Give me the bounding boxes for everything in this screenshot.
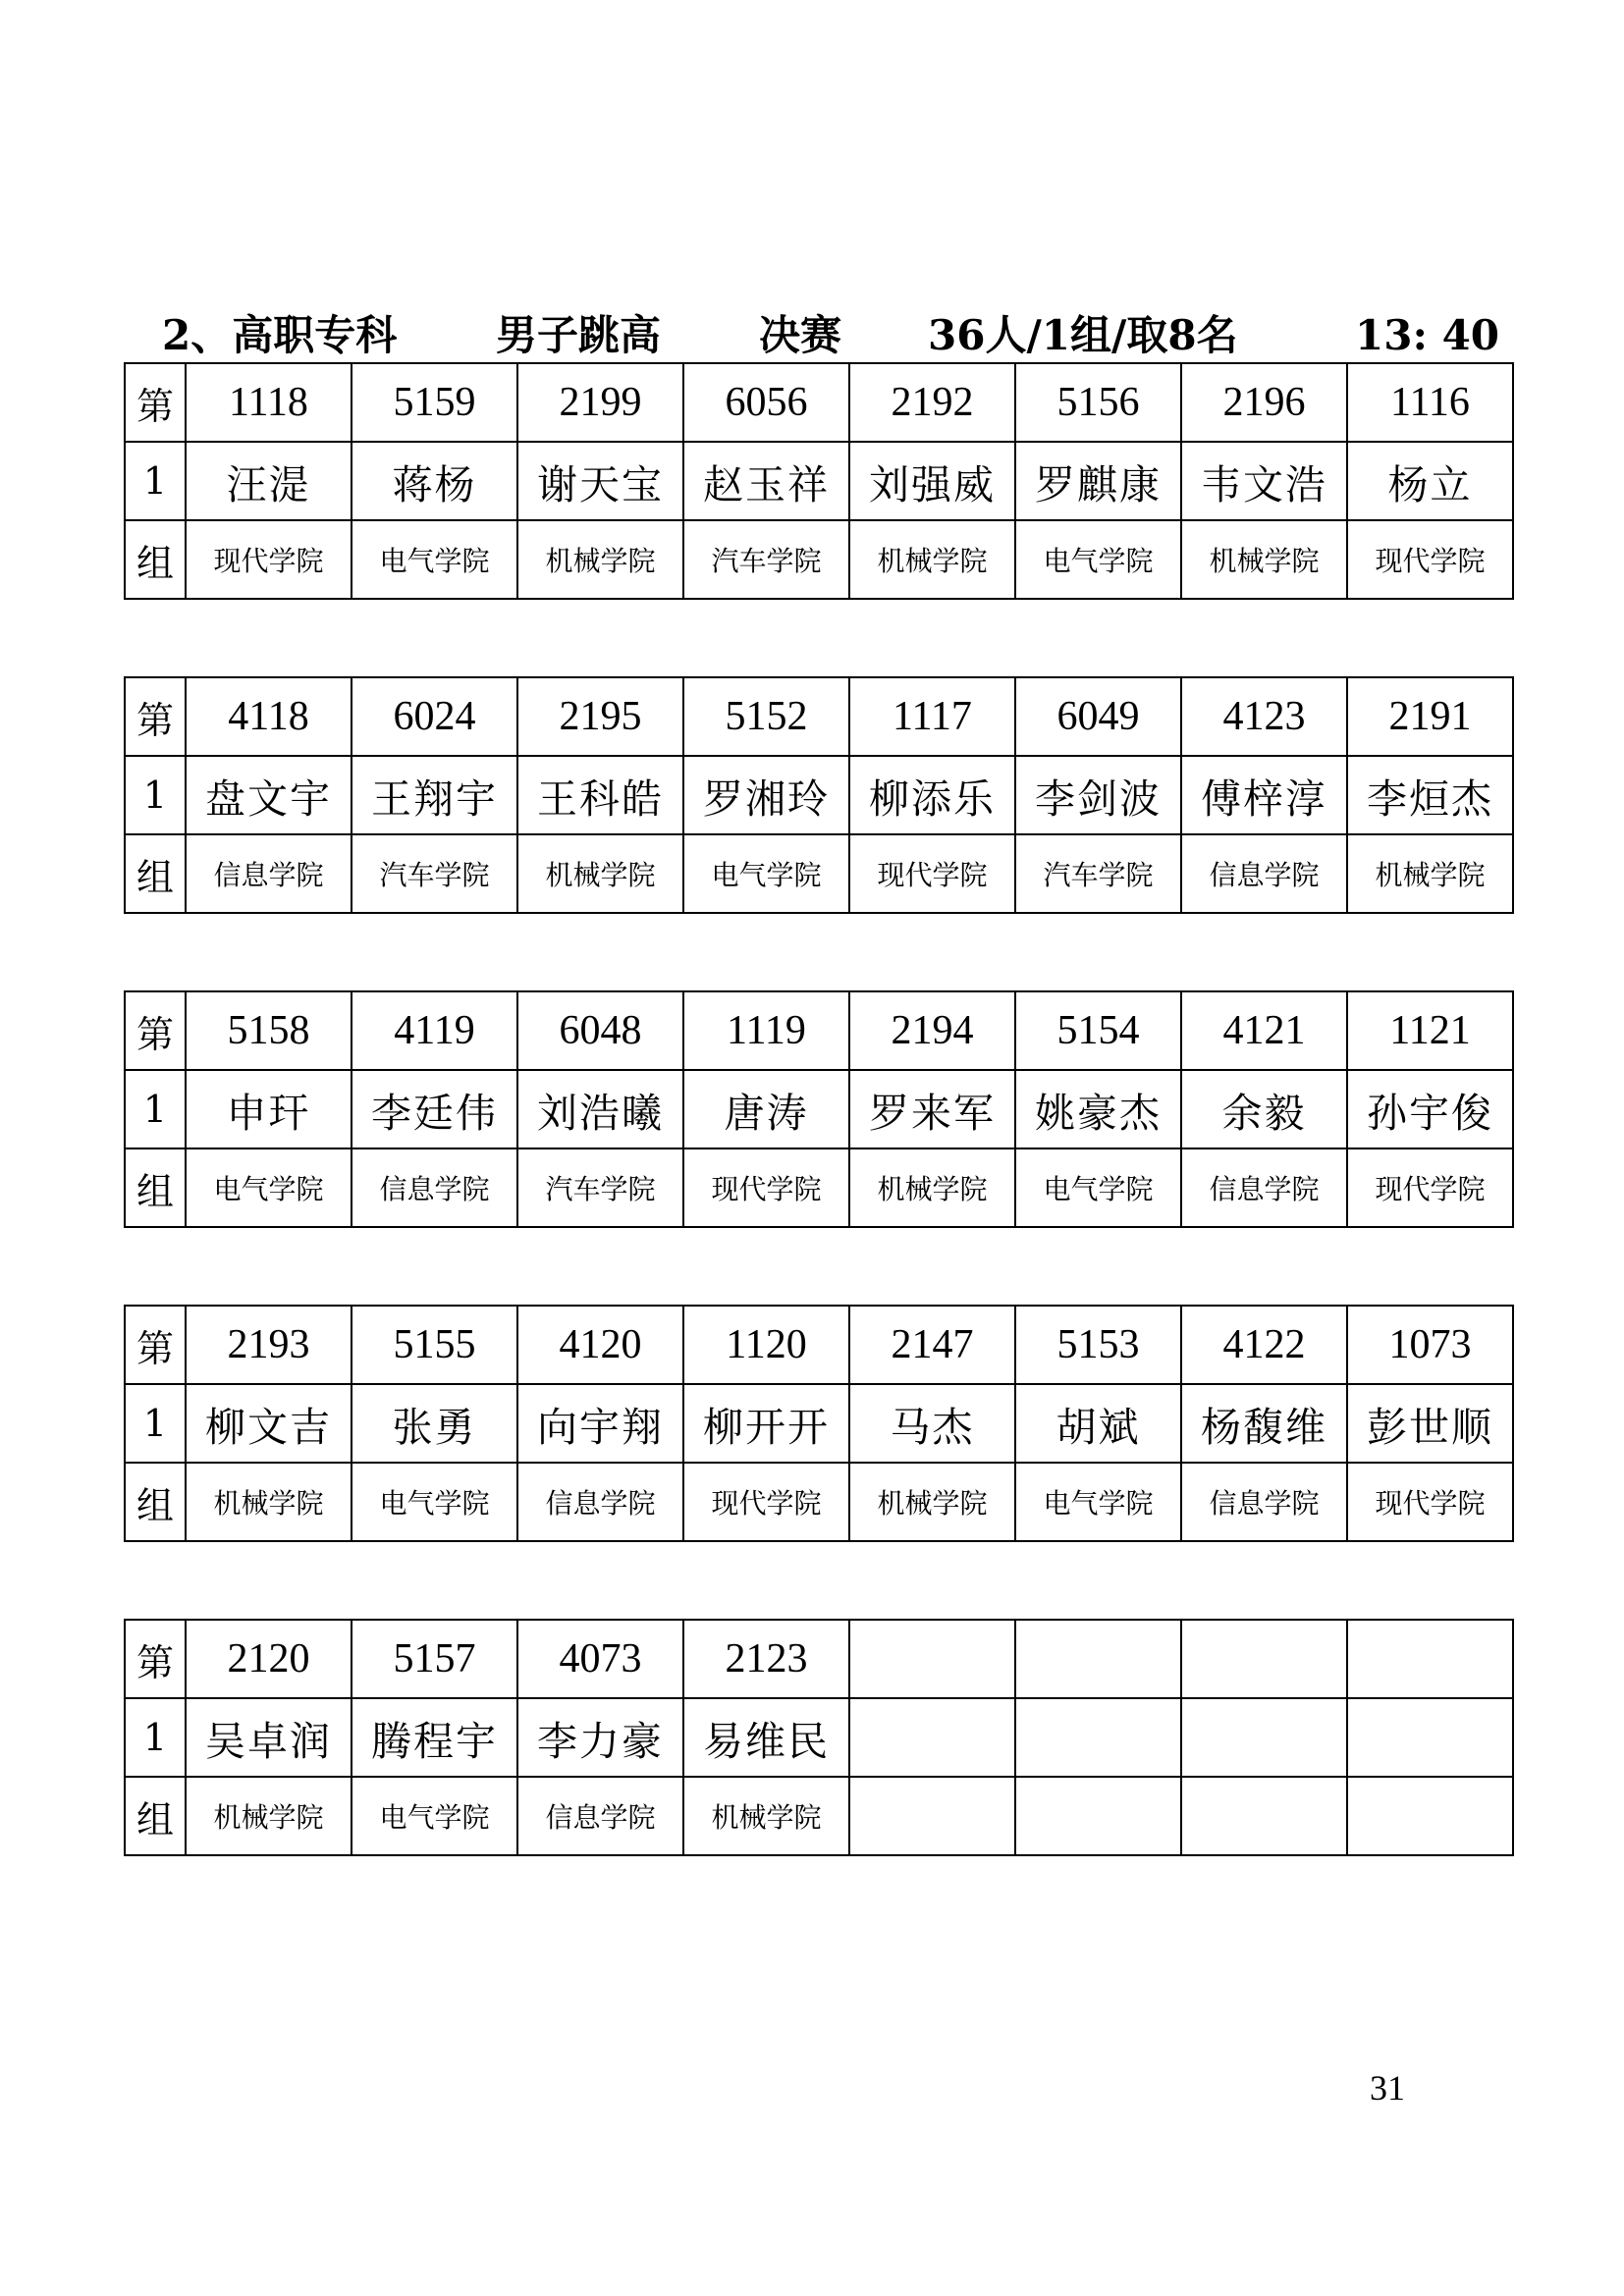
athlete-bib: 5159 <box>352 363 517 442</box>
athlete-bib: 1116 <box>1347 363 1513 442</box>
athlete-college: 电气学院 <box>352 520 517 599</box>
athlete-college: 机械学院 <box>186 1777 352 1855</box>
athlete-college: 电气学院 <box>1015 1148 1181 1227</box>
athlete-name: 罗来军 <box>849 1070 1015 1148</box>
athlete-college: 信息学院 <box>1181 834 1347 913</box>
name-row <box>125 1384 1513 1463</box>
athlete-name: 余毅 <box>1181 1070 1347 1148</box>
empty-cell <box>849 1777 1015 1855</box>
athlete-college: 电气学院 <box>1015 1463 1181 1541</box>
athlete-name: 李廷伟 <box>352 1070 517 1148</box>
athlete-college: 汽车学院 <box>517 1148 683 1227</box>
athlete-bib: 5158 <box>186 991 352 1070</box>
athlete-bib: 1119 <box>683 991 849 1070</box>
athlete-name: 罗麒康 <box>1015 442 1181 520</box>
athlete-bib: 5155 <box>352 1306 517 1384</box>
athlete-bib: 2147 <box>849 1306 1015 1384</box>
group-label-char: 组 <box>125 520 186 599</box>
athlete-bib: 1073 <box>1347 1306 1513 1384</box>
athlete-name: 傅梓淳 <box>1181 756 1347 834</box>
group-label-char: 第 <box>125 1620 186 1698</box>
empty-cell <box>1181 1777 1347 1855</box>
athlete-bib: 5152 <box>683 677 849 756</box>
athlete-name: 姚豪杰 <box>1015 1070 1181 1148</box>
empty-cell <box>849 1698 1015 1777</box>
empty-cell <box>1015 1777 1181 1855</box>
group-label-char: 1 <box>125 1070 186 1148</box>
athlete-name: 韦文浩 <box>1181 442 1347 520</box>
college-row <box>125 1463 1513 1541</box>
group-label-char: 第 <box>125 991 186 1070</box>
athlete-name: 汪湜 <box>186 442 352 520</box>
athlete-name: 胡斌 <box>1015 1384 1181 1463</box>
athlete-bib: 4118 <box>186 677 352 756</box>
athlete-name: 李烜杰 <box>1347 756 1513 834</box>
empty-cell <box>1181 1620 1347 1698</box>
athlete-bib: 4123 <box>1181 677 1347 756</box>
empty-cell <box>1015 1698 1181 1777</box>
athlete-college: 信息学院 <box>186 834 352 913</box>
college-row <box>125 1148 1513 1227</box>
athlete-name: 腾程宇 <box>352 1698 517 1777</box>
athlete-bib: 5153 <box>1015 1306 1181 1384</box>
athlete-college: 电气学院 <box>683 834 849 913</box>
athlete-college: 机械学院 <box>683 1777 849 1855</box>
athlete-bib: 2120 <box>186 1620 352 1698</box>
athlete-name: 唐涛 <box>683 1070 849 1148</box>
bib-row <box>125 363 1513 442</box>
empty-cell <box>1181 1698 1347 1777</box>
group-table <box>124 362 1514 600</box>
athlete-bib: 5157 <box>352 1620 517 1698</box>
athlete-college: 信息学院 <box>517 1777 683 1855</box>
group-table <box>124 990 1514 1228</box>
athlete-college: 机械学院 <box>849 520 1015 599</box>
athlete-name: 杨立 <box>1347 442 1513 520</box>
event-stage: 决赛 <box>759 311 842 359</box>
group-label-char: 1 <box>125 1384 186 1463</box>
group-label-char: 组 <box>125 1148 186 1227</box>
athlete-college: 信息学院 <box>517 1463 683 1541</box>
group-table <box>124 1305 1514 1542</box>
athlete-bib: 6048 <box>517 991 683 1070</box>
group-table <box>124 1619 1514 1856</box>
athlete-name: 刘强威 <box>849 442 1015 520</box>
athlete-name: 申玕 <box>186 1070 352 1148</box>
athlete-name: 杨馥维 <box>1181 1384 1347 1463</box>
empty-cell <box>1347 1620 1513 1698</box>
athlete-college: 机械学院 <box>1181 520 1347 599</box>
group-table <box>124 676 1514 914</box>
empty-cell <box>1347 1777 1513 1855</box>
name-row <box>125 756 1513 834</box>
group-label-char: 1 <box>125 1698 186 1777</box>
empty-cell <box>1015 1620 1181 1698</box>
athlete-name: 马杰 <box>849 1384 1015 1463</box>
group-label-char: 组 <box>125 1777 186 1855</box>
athlete-college: 信息学院 <box>1181 1148 1347 1227</box>
athlete-college: 电气学院 <box>186 1148 352 1227</box>
athlete-name: 易维民 <box>683 1698 849 1777</box>
athlete-name: 刘浩曦 <box>517 1070 683 1148</box>
athlete-bib: 2196 <box>1181 363 1347 442</box>
athlete-college: 信息学院 <box>1181 1463 1347 1541</box>
athlete-college: 汽车学院 <box>683 520 849 599</box>
athlete-bib: 4119 <box>352 991 517 1070</box>
athlete-name: 赵玉祥 <box>683 442 849 520</box>
athlete-college: 机械学院 <box>517 834 683 913</box>
athlete-college: 电气学院 <box>352 1777 517 1855</box>
athlete-name: 谢天宝 <box>517 442 683 520</box>
athlete-bib: 1121 <box>1347 991 1513 1070</box>
athlete-college: 现代学院 <box>1347 1463 1513 1541</box>
athlete-college: 现代学院 <box>849 834 1015 913</box>
name-row <box>125 442 1513 520</box>
athlete-bib: 4121 <box>1181 991 1347 1070</box>
athlete-name: 张勇 <box>352 1384 517 1463</box>
athlete-name: 柳开开 <box>683 1384 849 1463</box>
athlete-college: 汽车学院 <box>352 834 517 913</box>
athlete-college: 机械学院 <box>186 1463 352 1541</box>
athlete-college: 现代学院 <box>683 1148 849 1227</box>
athlete-bib: 4122 <box>1181 1306 1347 1384</box>
athlete-college: 汽车学院 <box>1015 834 1181 913</box>
athlete-name: 柳添乐 <box>849 756 1015 834</box>
athlete-name: 盘文宇 <box>186 756 352 834</box>
athlete-name: 王翔宇 <box>352 756 517 834</box>
athlete-college: 现代学院 <box>683 1463 849 1541</box>
group-label-char: 组 <box>125 1463 186 1541</box>
athlete-name: 李力豪 <box>517 1698 683 1777</box>
athlete-college: 电气学院 <box>352 1463 517 1541</box>
athlete-bib: 2194 <box>849 991 1015 1070</box>
athlete-bib: 6024 <box>352 677 517 756</box>
athlete-bib: 2123 <box>683 1620 849 1698</box>
bib-row <box>125 991 1513 1070</box>
name-row <box>125 1070 1513 1148</box>
event-time: 13: 40 <box>1355 311 1500 359</box>
athlete-bib: 5156 <box>1015 363 1181 442</box>
bib-row <box>125 1306 1513 1384</box>
college-row <box>125 834 1513 913</box>
athlete-bib: 4073 <box>517 1620 683 1698</box>
athlete-bib: 1118 <box>186 363 352 442</box>
athlete-bib: 1120 <box>683 1306 849 1384</box>
athlete-name: 孙宇俊 <box>1347 1070 1513 1148</box>
group-label-char: 第 <box>125 1306 186 1384</box>
athlete-name: 李剑波 <box>1015 756 1181 834</box>
athlete-college: 机械学院 <box>849 1463 1015 1541</box>
participant-count: 36人/1组/取8名 <box>928 311 1238 359</box>
name-row <box>125 1698 1513 1777</box>
athlete-bib: 2199 <box>517 363 683 442</box>
athlete-college: 机械学院 <box>517 520 683 599</box>
group-label-char: 1 <box>125 756 186 834</box>
athlete-college: 信息学院 <box>352 1148 517 1227</box>
college-row <box>125 1777 1513 1855</box>
group-label-char: 第 <box>125 363 186 442</box>
college-row <box>125 520 1513 599</box>
athlete-college: 电气学院 <box>1015 520 1181 599</box>
athlete-bib: 2195 <box>517 677 683 756</box>
athlete-name: 罗湘玲 <box>683 756 849 834</box>
athlete-name: 蒋杨 <box>352 442 517 520</box>
athlete-bib: 6056 <box>683 363 849 442</box>
athlete-college: 现代学院 <box>1347 520 1513 599</box>
athlete-college: 现代学院 <box>1347 1148 1513 1227</box>
athlete-name: 向宇翔 <box>517 1384 683 1463</box>
athlete-bib: 4120 <box>517 1306 683 1384</box>
athlete-name: 彭世顺 <box>1347 1384 1513 1463</box>
event-name: 男子跳高 <box>496 311 662 359</box>
empty-cell <box>849 1620 1015 1698</box>
athlete-college: 机械学院 <box>1347 834 1513 913</box>
athlete-bib: 5154 <box>1015 991 1181 1070</box>
athlete-bib: 2193 <box>186 1306 352 1384</box>
section-title: 2、高职专科 <box>162 311 398 359</box>
athlete-name: 王科皓 <box>517 756 683 834</box>
group-label-char: 组 <box>125 834 186 913</box>
athlete-bib: 6049 <box>1015 677 1181 756</box>
bib-row <box>125 1620 1513 1698</box>
athlete-name: 吴卓润 <box>186 1698 352 1777</box>
athlete-name: 柳文吉 <box>186 1384 352 1463</box>
athlete-bib: 1117 <box>849 677 1015 756</box>
empty-cell <box>1347 1698 1513 1777</box>
athlete-college: 现代学院 <box>186 520 352 599</box>
group-label-char: 1 <box>125 442 186 520</box>
group-label-char: 第 <box>125 677 186 756</box>
athlete-college: 机械学院 <box>849 1148 1015 1227</box>
athlete-bib: 2191 <box>1347 677 1513 756</box>
bib-row <box>125 677 1513 756</box>
page-number: 31 <box>1370 2068 1405 2108</box>
athlete-bib: 2192 <box>849 363 1015 442</box>
